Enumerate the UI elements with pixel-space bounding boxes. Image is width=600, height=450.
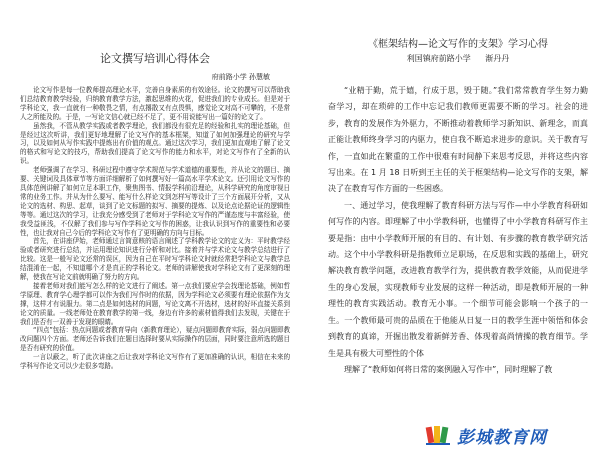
left-paragraph: 论文写作是每一位教师提高理论水平，完善自身素质的有效途径。论文的撰写可以帮助我们总结教育教学经验，归纳教育教学方法，激起思维的火花，促进我们的专业成长。但是对于学科论文，我一直就有一种敬畏之情，有点撂散又有点畏惧，感觉论文对高不可攀的，不是常人之所能及的。于是，一写论文信心就已经不足了，更不用说能写出一篇好的论文了。: [20, 86, 290, 121]
byline-school: 利国镇府前路小学: [406, 54, 471, 63]
right-paragraph: 理解了“教师如何将日常的案例融入写作中”，同时理解了教: [344, 364, 553, 374]
left-page-byline: 府前路小学 孙慧敏: [211, 73, 270, 81]
left-paragraph: 老师强调了在学习、科研过程中遵守学术规范与学术道德的重要性，并从论文的题目、摘要、关键词及具体章节等方面详细解析了如何撰写好一篇高水平学术论文。还引用论文写作的具体范例讲解了如何立足本职工作，聚焦图书、情报学科前沿理论，从科学研究的角度审视日常的业务工作。并从为什么要写、能写什么样论文到怎样写等设计了三个方面展开分析，又从论文的选材、构思、起草，谈到了论文标题的拟写、摘要的提炼、以及论点论据论证的逻辑性等等。通过这次的学习，让我充分感受到了老师对于学科论文写作的严谨态度与丰富经验，使我受益匪浅，不仅解了我们参与写作学科论文写作的困惑，让我认识到写作的重要性和必要性，也让我对自己今后的学科论文写作有了更明确的方向与目标。: [20, 166, 290, 237]
right-page-title: 《框架结构—论文写作的支架》学习心得: [368, 39, 548, 50]
left-paragraph: 首先，在讲座伊始，老师通过言简意赅的语言阐述了学科教学论文的定义为：平时教学经验或者研究进行总结，并运用理论知识进行分析和对比。接着并与学术论文与教学总结进行了比较。这是一般写论文还常的误区，因为自己在平时写学科论文时就经常把学科论文与教学总结混淆在一起，不知道哪个才是真正的学科论文。老师的讲解使我对学科论文有了更深刻的理解，使我在写论文前就明确了努力的方向。: [20, 237, 290, 282]
right-paragraph: “业精于勤，荒于嬉，行成于思，毁于随。”我们常常教育学生努力勤奋学习，却在琐碎的工作中忘记我们教师更需要不断的学习。社会的进步，教育的发展作为外驱力，不断推动着教师学习新知识、新理念，而真正能让教师终身学习的内驱力，使自我不断追求进步的意识。关于教育写作，一直如此在繁重的工作中很难有时间静下来思考反思，并将这些内容写出来。在 1 月 18 日听到王主任的关于框架结构—论文写作的支架，解决了在教育写作方面的一些困惑。: [328, 86, 588, 194]
book-logo-icon: [425, 423, 451, 447]
byline-author: 渐丹丹: [485, 54, 510, 63]
site-watermark: [425, 420, 600, 450]
right-page: [300, 0, 600, 450]
left-page-title: 论文撰写培训心得体会: [100, 52, 210, 65]
watermark-text: 彭城教育网: [457, 427, 547, 448]
right-paragraph: 一、通过学习，使我理解了教育科研方法与写作—中小学教育科研如何写作的内容。即理解了中小学教科研，也懂得了中小学教育科研写作主要是指：由中小学教师开展的有目的、有计划、有步骤的教育教学研究活动。这个中小学教科研是指教师立足职场，在反思和实践的基础上，研究解决教育教学问题，改进教育教学行为，提供教育教学效能，从而促进学生的身心发展，实现教师专业发展的这样一种活动，即是教师开展的一种理性的教育实践活动。教育无小事。一个细节可能会影响一个孩子的一生。一个教师最可贵的品质在于他能从日复一日的教学生涯中领悟和体会到教育的真谛，开掘出散发着新鲜芳香、体现着高尚情操的教育细节。学生是具有极大可塑性的个体: [328, 200, 588, 358]
left-paragraph: 接着老师对我们能写怎么样的论文进行了阐述。第一点我们要应学会找理论基础，例如哲学原理、教育学心理学都可以作为我们写作时的依据，因为学科论文必须要有理论依据作为支撑，这样才有说服力。第二点是如何选材的问题，写论文离不开选材，选材的好坏直接关系到论文的质量。一线老师处在教育教学的第一线，身边有许多的素材值得我们去发现，关键在于我们是否有一双善于发现的眼睛。: [20, 281, 290, 326]
left-paragraph: 虽然我，不管从教学实践或者教学理论，我们都没有很充足的经验和扎实的理论基础，但是经过这次听讲，我们更好地理解了论文写作的基本框架，知道了如何加强理论的研究与学习，以及如何从写作实践中提炼出有价值的观点。通过这次学习，我们更加直观地了解了论文的格式和写论文的技巧，帮助我们提高了论文写作的能力和水平，对论文写作有了全新的认识。: [20, 121, 290, 166]
left-paragraph: 一言以蔽之，听了此次讲座之后让我对学科论文写作有了更加准确的认识，相信在未来的学科写作论文可以少走很多弯路。: [20, 353, 290, 371]
left-paragraph: “四点”包括：热点问题或者教育导向（新教育理论），疑点问题即教育实际，弱点问题即教改问题四个方面。老师还告诉我们在题目选择时要从实际操作的层面，同时要注意所选的题目是否有研究的价值。: [20, 326, 290, 353]
right-page-byline: [328, 53, 588, 64]
